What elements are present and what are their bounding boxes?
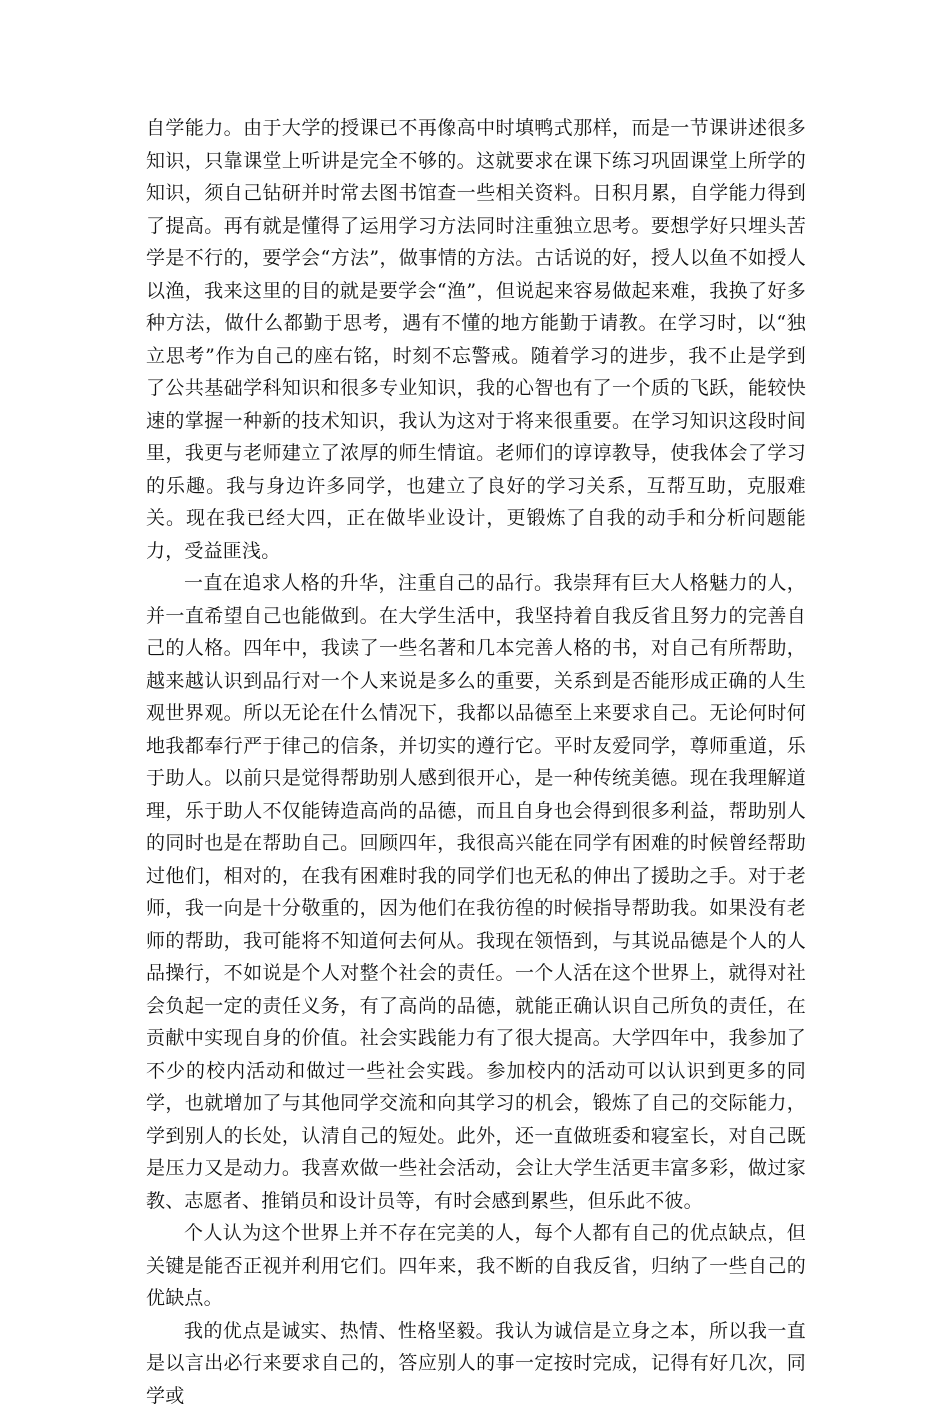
paragraph-study: 自学能力。由于大学的授课已不再像高中时填鸭式那样，而是一节课讲述很多知识，只靠课堂上听讲是完全不够的。这就要求在课下练习巩固课堂上所学的知识，须自己钻研并时常去图书馆查一些相关资料。日积月累，自学能力得到了提高。再有就是懂得了运用学习方法同时注重独立思考。要想学好只埋头苦学是不行的，要学会“方法”，做事情的方法。古话说的好，授人以鱼不如授人以渔，我来这里的目的就是要学会“渔”，但说起来容易做起来难，我换了好多种方法，做什么都勤于思考，遇有不懂的地方能勤于请教。在学习时，以“独立思考”作为自己的座右铭，时刻不忘警戒。随着学习的进步，我不止是学到了公共基础学科知识和很多专业知识，我的心智也有了一个质的飞跃，能较快速的掌握一种新的技术知识，我认为这对于将来很重要。在学习知识这段时间里，我更与老师建立了浓厚的师生情谊。老师们的谆谆教导，使我体会了学习的乐趣。我与身边许多同学，也建立了良好的学习关系，互帮互助，克服难关。现在我已经大四，正在做毕业设计，更锻炼了自我的动手和分析问题能力，受益匪浅。 <box>146 112 806 567</box>
paragraph-self-reflection: 个人认为这个世界上并不存在完美的人，每个人都有自己的优点缺点，但关键是能否正视并利用它们。四年来，我不断的自我反省，归纳了一些自己的优缺点。 <box>146 1217 806 1315</box>
document-page <box>146 112 806 1312</box>
paragraph-strengths: 我的优点是诚实、热情、性格坚毅。我认为诚信是立身之本，所以我一直是以言出必行来要求自己的，答应别人的事一定按时完成，记得有好几次，同学或 <box>146 1315 806 1412</box>
paragraph-character: 一直在追求人格的升华，注重自己的品行。我崇拜有巨大人格魅力的人，并一直希望自己也能做到。在大学生活中，我坚持着自我反省且努力的完善自己的人格。四年中，我读了一些名著和几本完善人格的书，对自己有所帮助，越来越认识到品行对一个人来说是多么的重要，关系到是否能形成正确的人生观世界观。所以无论在什么情况下，我都以品德至上来要求自己。无论何时何地我都奉行严于律己的信条，并切实的遵行它。平时友爱同学，尊师重道，乐于助人。以前只是觉得帮助别人感到很开心，是一种传统美德。现在我理解道理，乐于助人不仅能铸造高尚的品德，而且自身也会得到很多利益，帮助别人的同时也是在帮助自己。回顾四年，我很高兴能在同学有困难的时候曾经帮助过他们，相对的，在我有困难时我的同学们也无私的伸出了援助之手。对于老师，我一向是十分敬重的，因为他们在我彷徨的时候指导帮助我。如果没有老师的帮助，我可能将不知道何去何从。我现在领悟到，与其说品德是个人的人品操行，不如说是个人对整个社会的责任。一个人活在这个世界上，就得对社会负起一定的责任义务，有了高尚的品德，就能正确认识自己所负的责任，在贡献中实现自身的价值。社会实践能力有了很大提高。大学四年中，我参加了不少的校内活动和做过一些社会实践。参加校内的活动可以认识到更多的同学，也就增加了与其他同学交流和向其学习的机会，锻炼了自己的交际能力，学到别人的长处，认清自己的短处。此外，还一直做班委和寝室长，对自己既是压力又是动力。我喜欢做一些社会活动，会让大学生活更丰富多彩，做过家教、志愿者、推销员和设计员等，有时会感到累些，但乐此不彼。 <box>146 567 806 1217</box>
